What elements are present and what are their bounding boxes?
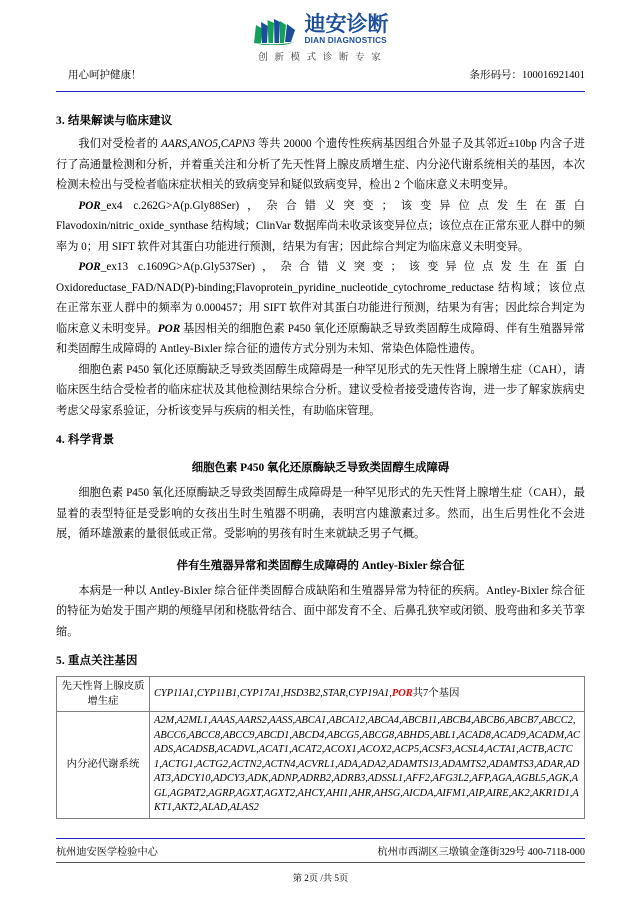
section-3-paragraph-2 <box>56 196 585 258</box>
key-genes-table-body <box>57 677 585 819</box>
gene-count-suffix: 共7个基因 <box>412 687 460 699</box>
logo-english-name: DIAN DIAGNOSTICS <box>304 36 387 45</box>
logo-row <box>206 14 436 45</box>
barcode-field <box>470 67 586 82</box>
s3p2-text: _ex4 c.262G>A(p.Gly88Ser)，杂合错义突变；该变异位点发生在蛋白 Flavodoxin/nitric_oxide_synthase 结构域；ClinVar 数据库尚未收录该变异位点；该位点在正常东亚人群中的频率为 0；用 SIFT 软件对其蛋白功能进行预测，结果为有害；因此综合判定为临床意义未明变异。 <box>56 199 585 253</box>
report-content <box>56 92 585 819</box>
key-genes-table <box>56 676 585 819</box>
section-5-heading: 5. 重点关注基因 <box>56 655 138 667</box>
company-logo <box>206 14 436 63</box>
footer-divider-bottom <box>56 862 585 863</box>
page-footer <box>56 838 585 884</box>
header-care-slogan: 用心呵护健康！ <box>68 70 142 81</box>
barcode-label: 条形码号： <box>469 70 522 81</box>
section-4-paragraph-2: 本病是一种以 Antley-Bixler 综合征伴类固醇合成缺陷和生殖器异常为特征的疾病。Antley-Bixler 综合征的特征为始发于围产期的颅缝早闭和桡肱骨结合、面中部发育不全、后鼻孔狭窄或闭锁、股弯曲和多关节挛缩。 <box>56 584 585 638</box>
por-gene-mention-1: POR <box>78 199 101 212</box>
section-3-paragraph-4: 细胞色素 P450 氧化还原酶缺乏导致类固醇生成障碍是一种罕见形式的先天性肾上腺增生症（CAH），请临床医生结合受检者的临床症状及其他检测结果综合分析。建议受检者接受遗传咨询，进一步了解家族病史考虑父母家系验证，分析该变异与疾病的相关性，有助临床管理。 <box>56 363 585 417</box>
section-3-paragraph-3 <box>56 257 585 360</box>
footer-organization: 杭州迪安医学检验中心 <box>56 847 158 858</box>
por-highlight: POR <box>391 687 413 699</box>
gene-list-cell <box>150 677 585 712</box>
dian-fan-logo-icon <box>253 15 299 45</box>
gene-category-cell: 内分泌代谢系统 <box>57 712 150 819</box>
table-row <box>57 677 585 712</box>
footer-info-row <box>56 843 585 862</box>
section-4-paragraph-1: 细胞色素 P450 氧化还原酶缺乏导致类固醇生成障碍是一种罕见形式的先天性肾上腺增生症（CAH），最显着的表型特征是受影响的女孩出生时生殖器不明确，表明宫内雄激素过多。然而，出生后男性化不会进展，循环雄激素的量很低或正常。受影响的男孩有时生来就缺乏男子气概。 <box>56 487 585 540</box>
s3p3-text-b: 基因相关的细胞色素 P450 氧化还原酶缺乏导致类固醇生成障碍、伴有生殖器异常和类固醇生成障碍的 Antley-Bixler 综合征的遗传方式分别为未知、常染色体隐性遗传。 <box>56 322 585 355</box>
section-3-paragraph-1 <box>56 134 585 196</box>
logo-chinese-name: 迪安诊断 <box>304 13 389 36</box>
s3p3-text-a: _ex13 c.1609G>A(p.Gly537Ser)，杂合错义突变；该变异位点发生在蛋白 Oxidoreductase_FAD/NAD(P)-binding;Flavoprotein_pyridine_nucleotide_cytochrome_reductase 结构域；该位点在正常东亚人群中的频率为 0.000457；用 SIFT 软件对其蛋白功能进行预测，结果为有害；因此综合判定为临床意义未明变异。 <box>56 261 585 335</box>
footer-address-phone: 杭州市西湖区三墩镇金蓬街329号 400-7118-000 <box>377 847 585 858</box>
footer-divider-top <box>56 838 585 839</box>
table-row <box>57 712 585 819</box>
section-4-subtitle-2: 伴有生殖器异常和类固醇生成障碍的 Antley-Bixler 综合征 <box>176 559 465 572</box>
page-header <box>56 0 585 92</box>
barcode-value: 100016921401 <box>522 70 585 81</box>
por-gene-mention-3: POR <box>157 322 181 335</box>
section-4-heading: 4. 科学背景 <box>56 434 115 446</box>
por-gene-mention-2: POR <box>78 261 101 273</box>
s3p1-gene-list: AARS,ANO5,CAPN3 <box>161 138 255 150</box>
gene-category-cell: 先天性肾上腺皮质增生症 <box>57 677 150 712</box>
section-4-subtitle-1: 细胞色素 P450 氧化还原酶缺乏导致类固醇生成障碍 <box>191 462 450 474</box>
section-3-heading: 3. 结果解读与临床建议 <box>56 115 173 127</box>
page-number: 第 2页 /共 5页 <box>292 873 349 883</box>
s3p1-pre: 我们对受检者的 <box>78 138 162 150</box>
logo-slogan: 创 新 模 式 诊 断 专 家 <box>258 52 383 64</box>
gene-list-text: CYP11A1,CYP11B1,CYP17A1,HSD3B2,STAR,CYP19A1, <box>154 687 392 699</box>
s3p1-post: 等共 20000 个遗传性疾病基因组合外显子及其邻近±10bp 内含子进行了高通量检测和分析，并着重关注和分析了先天性肾上腺皮质增生症、内分泌代谢系统相关的基因，本次检测未检出与受检者临床症状相关的致病变异和疑似致病变异，检出 2 个临床意义未明变异。 <box>56 138 585 191</box>
logo-wordmark <box>305 14 389 45</box>
header-divider <box>56 91 585 92</box>
gene-list-cell: A2M,A2ML1,AAAS,AARS2,AASS,ABCA1,ABCA12,ABCA4,ABCB11,ABCB4,ABCB6,ABCB7,ABCC2,ABCC6,ABCC8,ABCC9,ABCD1,ABCD4,ABCG5,ABCG8,ABHD5,ABL1,ACAD8,ACAD9,ACADM,ACADS,ACADSB,ACADVL,ACAT1,ACAT2,ACOX1,ACOX2,ACP5,ACSF3,ACSL4,ACTA1,ACTB,ACTC1,ACTG1,ACTG2,ACTN2,ACTN4,ACVRL1,ADA,ADA2,ADAMTS13,ADAMTS2,ADAMTS3,ADAR,ADAT3,ADCY10,ADCY3,ADK,ADNP,ADRB2,ADRB3,ADSSL1,AFF2,AFG3L2,AFP,AGA,AGBL5,AGK,AGL,AGPAT2,AGRP,AGXT,AGXT2,AHCY,AHI1,AHR,AHSG,AICDA,AIFM1,AIP,AIRE,AK2,AKR1D1,AKT1,AKT2,ALAD,ALAS2 <box>150 712 585 819</box>
